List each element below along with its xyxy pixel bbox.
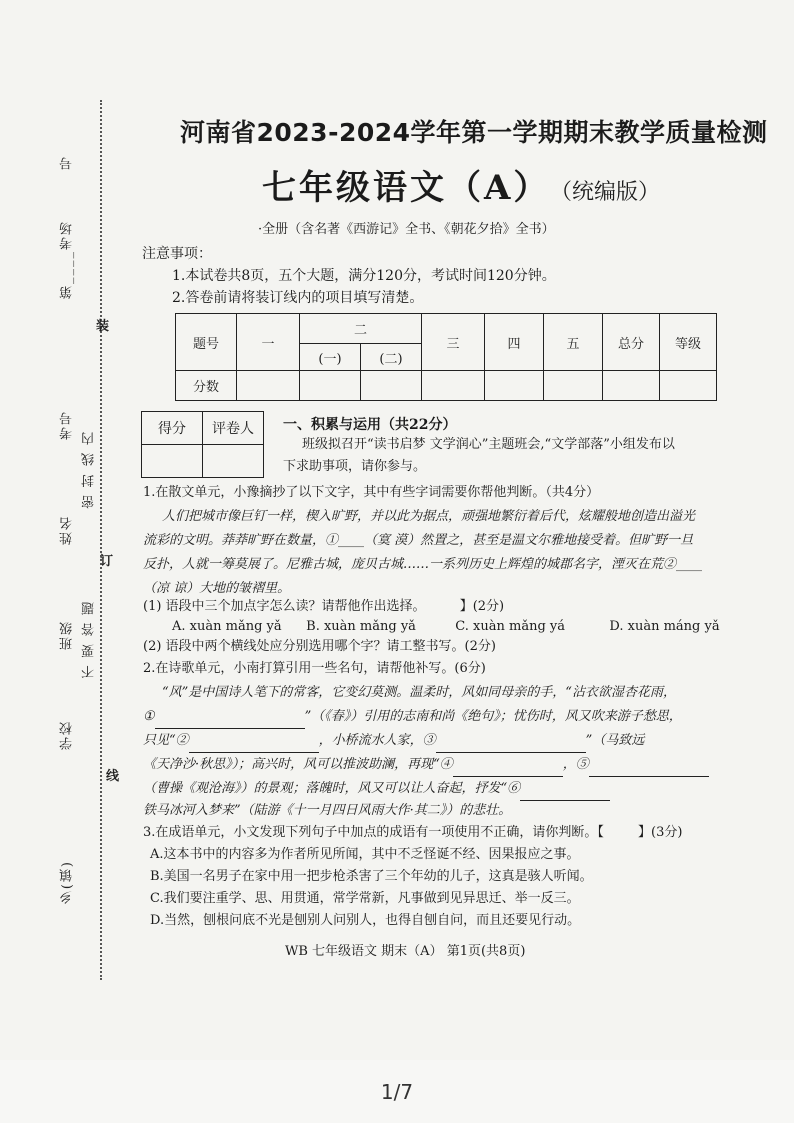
q3-option-b[interactable]: B.美国一名男子在家中用一把步枪杀害了三个年幼的儿子，这真是骇人听闻。 <box>150 869 593 884</box>
q3-option-c[interactable]: C.我们要注重学、思、用贯通，常学常新，凡事做到见异思迁、举一反三。 <box>150 891 580 906</box>
exam-number-label: 考号 <box>60 410 75 440</box>
school-label: 学校 <box>60 720 75 750</box>
score-table-header: 等级 <box>660 314 717 371</box>
q1-sub2: (2) 语段中两个横线处应分别选用哪个字？请工整书写。(2分) <box>143 639 496 654</box>
exam-room-label: 第____考场 <box>60 220 75 299</box>
q2-text: ，⑤ <box>562 757 589 772</box>
q2-line <box>143 754 709 777</box>
score-table-header: 一 <box>237 314 300 371</box>
q2-text: 《天净沙·秋思》）；高兴时，风可以推波助澜，再现“④ <box>143 757 453 772</box>
score-cell[interactable] <box>660 371 717 401</box>
grader-name-label: 评卷人 <box>203 412 264 445</box>
exam-scope: ·全册（含名著《西游记》全书、《朝花夕拾》全书） <box>258 222 555 237</box>
score-table-subheader: (二) <box>361 344 422 371</box>
section-1-intro: 班级拟召开“读书启梦 文学润心”主题班会,“文学部落”小组发布以 <box>302 437 675 452</box>
score-table-header: 三 <box>422 314 485 371</box>
grader-score-cell[interactable] <box>142 445 203 478</box>
exam-title: 河南省2023-2024学年第一学期期末教学质量检测 <box>180 118 768 147</box>
section-1-intro: 下求助事项，请你参与。 <box>283 459 427 474</box>
q1-option-c[interactable]: C. xuàn mǎng yá <box>455 619 565 634</box>
answer-blank-2[interactable] <box>189 730 319 753</box>
q2-text: （曹操《观沧海》）的景观；落魄时，风又可以让人奋起，抒发“⑥ <box>143 781 521 796</box>
binding-warning-2: 不 要 答 题 <box>82 600 97 679</box>
score-table-header: 四 <box>485 314 544 371</box>
q3-option-d[interactable]: D.当然，刨根问底不光是刨别人问别人，也得自刨自问，而且还要见行动。 <box>150 913 581 928</box>
q2-text: ”（马致远 <box>585 733 645 748</box>
class-label: 班级 <box>60 620 75 650</box>
notice-item: 2.答卷前请将装订线内的项目填写清楚。 <box>172 290 424 306</box>
q2-line: “风”是中国诗人笔下的常客，它变幻莫测。温柔时，风如同母亲的手，“沾衣欲湿杏花雨， <box>162 685 676 700</box>
name-label: 姓名 <box>60 515 75 545</box>
exam-subject-title: 七年级语文（A） <box>262 168 551 208</box>
binding-strip <box>0 60 130 960</box>
q1-stem: 1.在散文单元，小豫摘抄了以下文字，其中有些字词需要你帮他判断。（共4分） <box>143 485 600 500</box>
page-indicator: 1/7 <box>380 1080 414 1104</box>
section-1-heading: 一、积累与运用（共22分） <box>283 417 457 433</box>
q3-answer-bracket[interactable]: 】(3分) <box>638 825 683 840</box>
q3-stem-row <box>143 822 682 844</box>
score-row-label: 分数 <box>176 371 237 401</box>
q1-option-d[interactable]: D. xuàn máng yǎ <box>609 619 720 634</box>
q2-line <box>143 706 682 729</box>
q2-text: 只见“② <box>143 733 189 748</box>
notice-block <box>142 243 556 309</box>
q1-sub1 <box>143 596 504 618</box>
score-table-header: 二 <box>300 314 422 344</box>
grader-box <box>141 411 264 478</box>
q1-options <box>172 616 752 638</box>
score-table-header: 题号 <box>176 314 237 371</box>
binding-mark-ding: 订 <box>100 554 114 569</box>
score-table-subheader: (一) <box>300 344 361 371</box>
q1-sub1-bracket: 】(2分) <box>459 599 505 614</box>
score-cell[interactable] <box>422 371 485 401</box>
notice-heading: 注意事项： <box>142 246 212 262</box>
grader-name-cell[interactable] <box>203 445 264 478</box>
q1-passage-line: （凉 谅）大地的皱褶里。 <box>143 581 291 596</box>
town-label: 乡(镇) <box>60 860 75 905</box>
answer-blank-4[interactable] <box>453 754 563 777</box>
q1-option-b[interactable]: B. xuàn mǎng yǎ <box>306 619 416 634</box>
score-cell[interactable] <box>603 371 660 401</box>
q2-line <box>143 778 610 801</box>
binding-mark-xian: 线 <box>106 769 120 784</box>
answer-blank-5[interactable] <box>589 754 709 777</box>
q3-stem: 3.在成语单元，小文发现下列句子中加点的成语有一项使用不正确，请你判断。【 <box>143 825 604 840</box>
score-table <box>175 313 717 401</box>
q2-line: 铁马冰河入梦来”（陆游《十一月四日风雨大作·其二》）的悲壮。 <box>143 803 512 818</box>
score-cell[interactable] <box>485 371 544 401</box>
q3-option-a[interactable]: A.这本书中的内容多为作者所见所闻，其中不乏怪诞不经、因果报应之事。 <box>150 847 580 862</box>
score-cell[interactable] <box>544 371 603 401</box>
q2-stem: 2.在诗歌单元，小南打算引用一些名句，请帮他补写。(6分) <box>143 661 486 676</box>
q1-sub1-text: (1) 语段中三个加点字怎么读？请帮他作出选择。 <box>143 599 426 614</box>
binding-warning-1: 密 封 线 内 <box>82 430 97 509</box>
page-footer: WB 七年级语文 期末（A） 第1页(共8页) <box>285 944 526 959</box>
score-cell[interactable] <box>237 371 300 401</box>
score-cell[interactable] <box>300 371 361 401</box>
binding-dotted-line <box>100 100 102 980</box>
answer-blank-3[interactable] <box>436 730 586 753</box>
q1-passage-line: 流彩的文明。莽莽旷野在数量，①____（寞 漠）然置之，甚至是温文尔雅地接受着。但旷野一旦 <box>143 533 694 548</box>
score-table-header: 总分 <box>603 314 660 371</box>
answer-blank-6[interactable] <box>520 778 610 801</box>
q2-text: ”（《春》）引用的志南和尚《绝句》；忧伤时，风又吹来游子愁思， <box>304 709 682 724</box>
score-cell[interactable] <box>361 371 422 401</box>
answer-blank-1[interactable] <box>155 706 305 729</box>
score-table-header: 五 <box>544 314 603 371</box>
notice-item: 1.本试卷共8页，五个大题，满分120分，考试时间120分钟。 <box>172 268 556 284</box>
q1-option-a[interactable]: A. xuàn mǎng yǎ <box>172 619 282 634</box>
grader-score-label: 得分 <box>142 412 203 445</box>
seat-number-label: 号 <box>60 155 75 170</box>
binding-mark-zhuang: 装 <box>96 319 110 334</box>
blank-marker: ① <box>143 709 155 724</box>
edition-label: （统编版） <box>550 180 661 205</box>
q1-passage-line: 人们把城市像巨钉一样，楔入旷野，并以此为据点，顽强地繁衍着后代，炫耀般地创造出溢光 <box>162 509 696 524</box>
q2-line <box>143 730 644 753</box>
q1-passage-line: 反扑，人就一筹莫展了。尼雅古城，庞贝古城……一系列历史上辉煌的城郡名字，湮灭在荒②____ <box>143 557 703 572</box>
q2-text: ，小桥流水人家，③ <box>318 733 436 748</box>
